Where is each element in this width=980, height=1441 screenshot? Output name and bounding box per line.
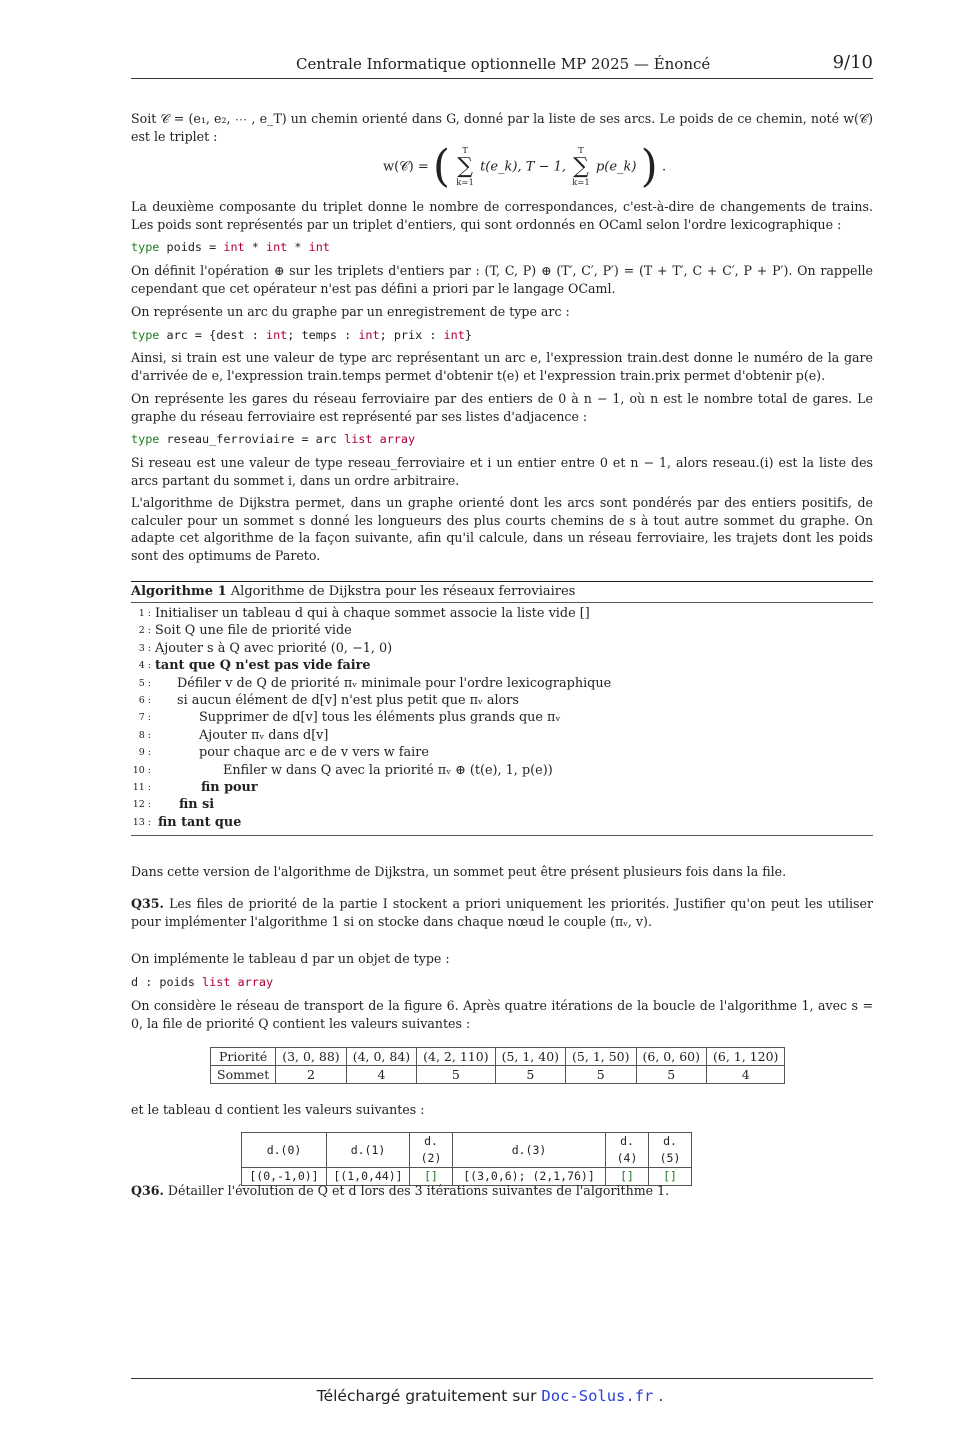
paragraph-dijkstra: L'algorithme de Dijkstra permet, dans un graphe orienté dont les arcs sont pondérés par des entiers positifs, de calculer pour un sommet s donné les longueurs des plus courts chemins de s à tout autre sommet du graphe. On adapte cet algorithme de la façon suivante, afin qu'il calcule, dans un réseau ferroviaire, les trajets dont les poids sont des optimums de Pareto. [131,495,873,563]
table-cell: (4, 0, 84) [346,1048,416,1066]
algo-line-2: 2 : Soit Q une file de priorité vide [138,623,352,639]
table-cell: [(1,0,44)] [327,1168,410,1186]
formula-sum-1 [456,146,474,188]
table-cell: [(0,-1,0)] [242,1168,327,1186]
paragraph-path-definition: Soit 𝒞 = (e₁, e₂, ⋯ , e_T) un chemin orienté dans G, donné par la liste de ses arcs. Le poids de ce chemin, noté w(𝒞) est le triplet : [131,111,873,144]
table-head-cell: d.(4) [606,1133,649,1168]
table-head-cell: Sommet [211,1066,276,1084]
page-footer [0,1387,980,1405]
paragraph-gares: On représente les gares du réseau ferroviaire par des entiers de 0 à n − 1, où n est le nombre total de gares. Le graphe du réseau ferroviaire est représenté par ses listes d'adjacence : [131,391,873,424]
sum2-bottom: k=1 [572,178,590,188]
formula-open-paren: ( [432,141,451,192]
page-number: 9/10 [832,52,873,73]
q36-label: Q36. [131,1183,164,1198]
paragraph-implementation: On implémente le tableau d par un objet de type : [131,951,450,966]
d-array-table [241,1132,692,1186]
table-cell: (6, 1, 120) [706,1048,784,1066]
formula-close-paren: ) [640,141,658,192]
table-cell: 5 [495,1066,565,1084]
table-cell: (5, 1, 50) [566,1048,636,1066]
question-q36 [131,1182,873,1200]
code-type-arc: type arc = {dest : int; temps : int; prix : int} [131,328,472,342]
sum2-top: T [578,146,584,156]
footer-divider [131,1378,873,1379]
algo-line-4: 4 : tant que Q n'est pas vide faire [138,658,371,674]
paragraph-train: Ainsi, si train est une valeur de type arc représentant un arc e, l'expression train.dest donne le numéro de la gare d'arrivée de e, l'expression train.temps permet d'obtenir t(e) et l'expression train.prix permet d'obtenir p(e). [131,350,873,383]
weight-formula [383,141,667,192]
header-title: Centrale Informatique optionnelle MP 2025 — Énoncé [296,55,711,73]
table-head-cell: d.(3) [453,1133,606,1168]
code-type-reseau: type reseau_ferroviaire = arc list array [131,432,416,446]
sum1-top: T [462,146,468,156]
table-cell: 4 [346,1066,416,1084]
code-d-type: d : poids list array [131,975,274,989]
formula-sum-2 [572,146,590,188]
table-head-cell: d.(1) [327,1133,410,1168]
table-head-cell: d.(2) [410,1133,453,1168]
algorithm-title [131,582,873,603]
sum1-bottom: k=1 [456,178,474,188]
algo-line-5: 5 : Défiler v de Q de priorité πᵥ minimale pour l'ordre lexicographique [138,675,612,691]
table-cell: [] [606,1168,649,1186]
algo-line-11: 11 : fin pour [132,779,258,795]
table-cell: 4 [706,1066,784,1084]
table-cell: (5, 1, 40) [495,1048,565,1066]
table-cell: 5 [636,1066,706,1084]
algo-line-10: 10 : Enfiler w dans Q avec la priorité πᵥ ⊕ (t(e), 1, p(e)) [132,762,553,778]
algorithm-body [131,603,873,835]
table-cell: [] [649,1168,692,1186]
paragraph-reseau: Si reseau est une valeur de type reseau_ferroviaire et i un entier entre 0 et n − 1, alors reseau.(i) est la liste des arcs partant du sommet i, dans un ordre arbitraire. [131,455,873,488]
footer-prefix: Téléchargé gratuitement sur [316,1387,542,1405]
sum1-sigma: ∑ [457,154,473,179]
algo-line-3: 3 : Ajouter s à Q avec priorité (0, −1, 0) [138,640,393,656]
table-cell: 5 [566,1066,636,1084]
formula-term2: p(e_k) [595,159,637,175]
table-row [211,1048,785,1066]
table-cell: 5 [417,1066,495,1084]
paragraph-oplus: On définit l'opération ⊕ sur les triplets d'entiers par : (T, C, P) ⊕ (T′, C′, P′) = (T + T′, C + C′, P + P′). On rappelle cependant que cet opérateur n'est pas défini a priori par le langage OCaml. [131,263,873,296]
algorithm-label: Algorithme 1 [131,584,227,599]
table-row [242,1133,692,1168]
table-head-cell: d.(0) [242,1133,327,1168]
table-cell: [] [410,1168,453,1186]
paragraph-figure6: On considère le réseau de transport de la figure 6. Après quatre itérations de la boucle de l'algorithme 1, avec s = 0, la file de priorité Q contient les valeurs suivantes : [131,998,873,1031]
table-row [211,1066,785,1084]
table-head-cell: d.(5) [649,1133,692,1168]
q35-label: Q35. [131,896,164,911]
page-header [131,54,873,79]
algo-line-7: 7 : Supprimer de d[v] tous les éléments plus grands que πᵥ [138,710,561,726]
code-keyword: type [131,240,160,254]
paragraph-file: Dans cette version de l'algorithme de Dijkstra, un sommet peut être présent plusieurs fois dans la file. [131,864,787,879]
table-cell: [(3,0,6); (2,1,76)] [453,1168,606,1186]
algorithm-box [131,581,873,836]
algo-line-9: 9 : pour chaque arc e de v vers w faire [138,745,429,761]
table-cell: (3, 0, 88) [276,1048,346,1066]
paragraph-weights: La deuxième composante du triplet donne le nombre de correspondances, c'est-à-dire de changements de trains. Les poids sont représentés par un triplet d'entiers, qui sont ordonnés en OCaml selon l'ordre lexicographique : [131,199,873,232]
algorithm-name: Algorithme de Dijkstra pour les réseaux ferroviaires [230,584,576,599]
table-cell: (6, 0, 60) [636,1048,706,1066]
q35-text: Les files de priorité de la partie I stockent a priori uniquement les priorités. Justifier qu'on peut les utiliser pour implémenter l'algorithme 1 si on stocke dans chaque nœud le couple (πᵥ, v). [131,896,873,929]
formula-lhs: w(𝒞) = [383,159,429,175]
paragraph-arc: On représente un arc du graphe par un enregistrement de type arc : [131,304,570,319]
code-type-poids: type poids = int * int * int [131,240,330,254]
algo-line-1: 1 : Initialiser un tableau d qui à chaque sommet associe la liste vide [] [138,606,590,621]
table-head-cell: Priorité [211,1048,276,1066]
q36-text: Détailler l'évolution de Q et d lors des 3 itérations suivantes de l'algorithme 1. [167,1183,670,1198]
formula-end: . [661,159,667,175]
priority-queue-table [210,1047,785,1084]
table-cell: (4, 2, 110) [417,1048,495,1066]
algo-line-6: 6 : si aucun élément de d[v] n'est plus petit que πᵥ alors [138,692,519,708]
algo-line-12: 12 : fin si [132,797,215,813]
formula-term1: t(e_k), T − 1, [480,159,566,175]
table-cell: 2 [276,1066,346,1084]
algo-line-13: 13 : fin tant que [132,814,242,830]
question-q35 [131,895,873,930]
paragraph-d-values: et le tableau d contient les valeurs suivantes : [131,1102,425,1117]
algo-line-8: 8 : Ajouter πᵥ dans d[v] [138,727,329,743]
footer-suffix: . [653,1387,664,1405]
footer-link[interactable]: Doc-Solus.fr [541,1387,654,1405]
sum2-sigma: ∑ [573,154,589,179]
